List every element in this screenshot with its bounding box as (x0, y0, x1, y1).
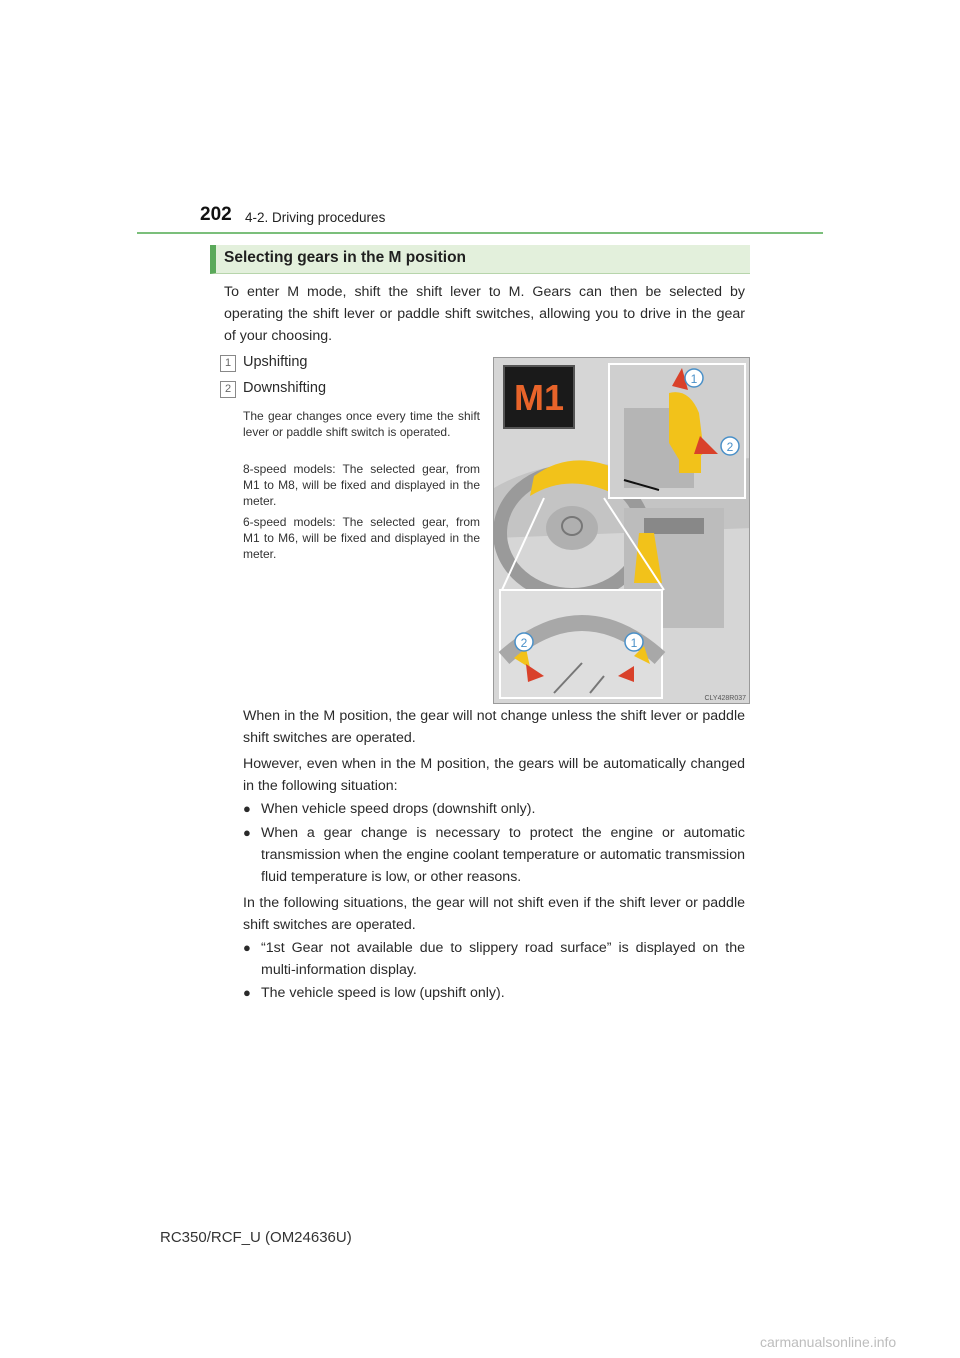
intro-paragraph: To enter M mode, shift the shift lever to M. Gears can then be selected by operating the shift lever or paddle shift switches, allowing you to drive in the gear of your choosing. (224, 284, 745, 344)
subheading-bar (210, 245, 750, 274)
item-1-badge: 1 (220, 355, 236, 372)
bullet-2-1 (243, 937, 745, 981)
watermark: carmanualsonline.info (760, 1334, 897, 1350)
bullet-text: When vehicle speed drops (downshift only). (261, 801, 536, 817)
item-2-badge: 2 (220, 381, 236, 398)
bullet-glyph: ● (243, 801, 251, 816)
bullet-1-2 (243, 822, 745, 888)
callout-1-top: 1 (690, 372, 698, 386)
bullet-glyph: ● (243, 940, 251, 955)
section-title: 4-2. Driving procedures (245, 210, 386, 225)
header-rule (137, 232, 823, 234)
item-1-label: Upshifting (243, 354, 308, 370)
footer-model-code: RC350/RCF_U (OM24636U) (160, 1229, 352, 1246)
note-2: 8-speed models: The selected gear, from M1 to M8, will be fixed and displayed in the meter. (243, 462, 480, 508)
bullet-glyph: ● (243, 985, 251, 1000)
illustration-code: CLY428R037 (704, 695, 746, 702)
cockpit-drawing (494, 358, 750, 704)
bullet-text: “1st Gear not available due to slippery road surface” is displayed on the multi-information display. (261, 940, 745, 978)
bullet-text: When a gear change is necessary to protect the engine or automatic transmission when the engine coolant temperature or automatic transmission fluid temperature is low, or other reasons. (261, 825, 745, 885)
note-3: 6-speed models: The selected gear, from M1 to M6, will be fixed and displayed in the meter. (243, 515, 480, 561)
body-paragraph-3: In the following situations, the gear will not shift even if the shift lever or paddle shift switches are operated. (243, 895, 745, 933)
bullet-1-1 (243, 798, 745, 820)
body-paragraph-2: However, even when in the M position, the gears will be automatically changed in the following situation: (243, 756, 745, 794)
callout-2-top: 2 (726, 440, 734, 454)
bullet-2-2 (243, 982, 745, 1004)
callout-1-bottom: 1 (630, 636, 638, 650)
gear-display-text: M1 (513, 377, 565, 418)
item-2-label: Downshifting (243, 380, 327, 396)
note-1: The gear changes once every time the shift lever or paddle shift switch is operated. (243, 409, 480, 439)
shift-illustration (493, 357, 750, 704)
callout-2-bottom: 2 (520, 636, 528, 650)
body-paragraph-1: When in the M position, the gear will not change unless the shift lever or paddle shift switches are operated. (243, 708, 745, 746)
page-number: 202 (200, 204, 232, 225)
bullet-glyph: ● (243, 825, 251, 840)
subheading-text: Selecting gears in the M position (224, 249, 467, 266)
bullet-text: The vehicle speed is low (upshift only). (261, 985, 505, 1001)
